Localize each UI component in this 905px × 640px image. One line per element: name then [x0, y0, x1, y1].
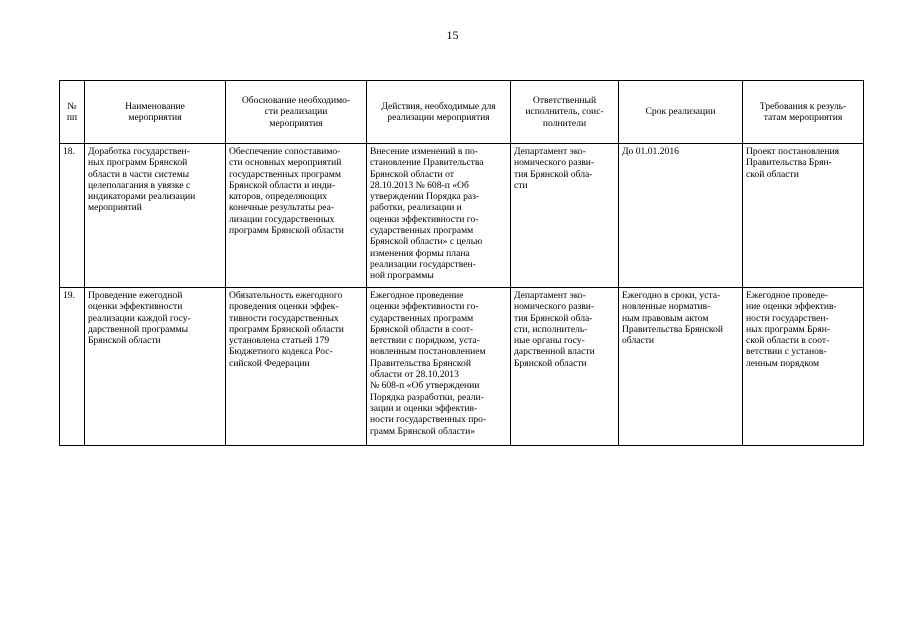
cell-deadline: До 01.01.2016 [619, 144, 743, 288]
cell-number: 19. [60, 288, 85, 446]
page-number: 15 [446, 28, 459, 42]
header-justification: Обоснование необходимо- сти реализации мероприятия [226, 81, 367, 144]
header-requirements: Требования к резуль- татам мероприятия [743, 81, 864, 144]
header-number: № пп [60, 81, 85, 144]
cell-executor: Департамент эко- номического разви- тия Брянской обла- сти [511, 144, 619, 288]
cell-requirements: Ежегодное проведе- ние оценки эффектив- ности государствен- ных программ Брян- ской области в соот- ветствии с установ- ленным порядком [743, 288, 864, 446]
cell-actions: Внесение изменений в по- становление Правительства Брянской области от 28.10.2013 № 608-п «Об утверждении Порядка раз- работки, реализации и оценки эффективности го- сударственных программ Брянской области» с целью изменения формы плана реализации государствен- ной программы [367, 144, 511, 288]
cell-justification: Обязательность ежегодного проведения оценки эффек- тивности государственных программ Брянской области установлена статьей 179 Бюджетного кодекса Рос- сийской Федерации [226, 288, 367, 446]
header-actions: Действия, необходимые для реализации мероприятия [367, 81, 511, 144]
header-executor: Ответственный исполнитель, соис- полнители [511, 81, 619, 144]
cell-name: Проведение ежегодной оценки эффективности реализации каждой госу- дарственной программы Брянской области [85, 288, 226, 446]
table-row [60, 288, 864, 446]
cell-requirements: Проект постановления Правительства Брян- ской области [743, 144, 864, 288]
header-deadline: Срок реализации [619, 81, 743, 144]
measures-table [59, 80, 864, 446]
cell-name: Доработка государствен- ных программ Брянской области в части системы целеполагания в увязке с индикаторами реализации мероприятий [85, 144, 226, 288]
table-header-row [60, 81, 864, 144]
cell-executor: Департамент эко- номического разви- тия Брянской обла- сти, исполнитель- ные органы госу- дарственной власти Брянской области [511, 288, 619, 446]
cell-number: 18. [60, 144, 85, 288]
header-name: Наименование мероприятия [85, 81, 226, 144]
cell-justification: Обеспечение сопоставимо- сти основных мероприятий государственных программ Брянской области и инди- каторов, определяющих конечные результаты реа- лизации государственных программ Брянской области [226, 144, 367, 288]
cell-actions: Ежегодное проведение оценки эффективности го- сударственных программ Брянской области в соот- ветствии с порядком, уста- новленным постановлением Правительства Брянской области от 28.10.2013 № 608-п «Об утверждении Порядка разработки, реали- зации и оценки эффектив- ности государственных про- грамм Брянской области» [367, 288, 511, 446]
table-row [60, 144, 864, 288]
cell-deadline: Ежегодно в сроки, уста- новленные норматив- ным правовым актом Правительства Брянской области [619, 288, 743, 446]
